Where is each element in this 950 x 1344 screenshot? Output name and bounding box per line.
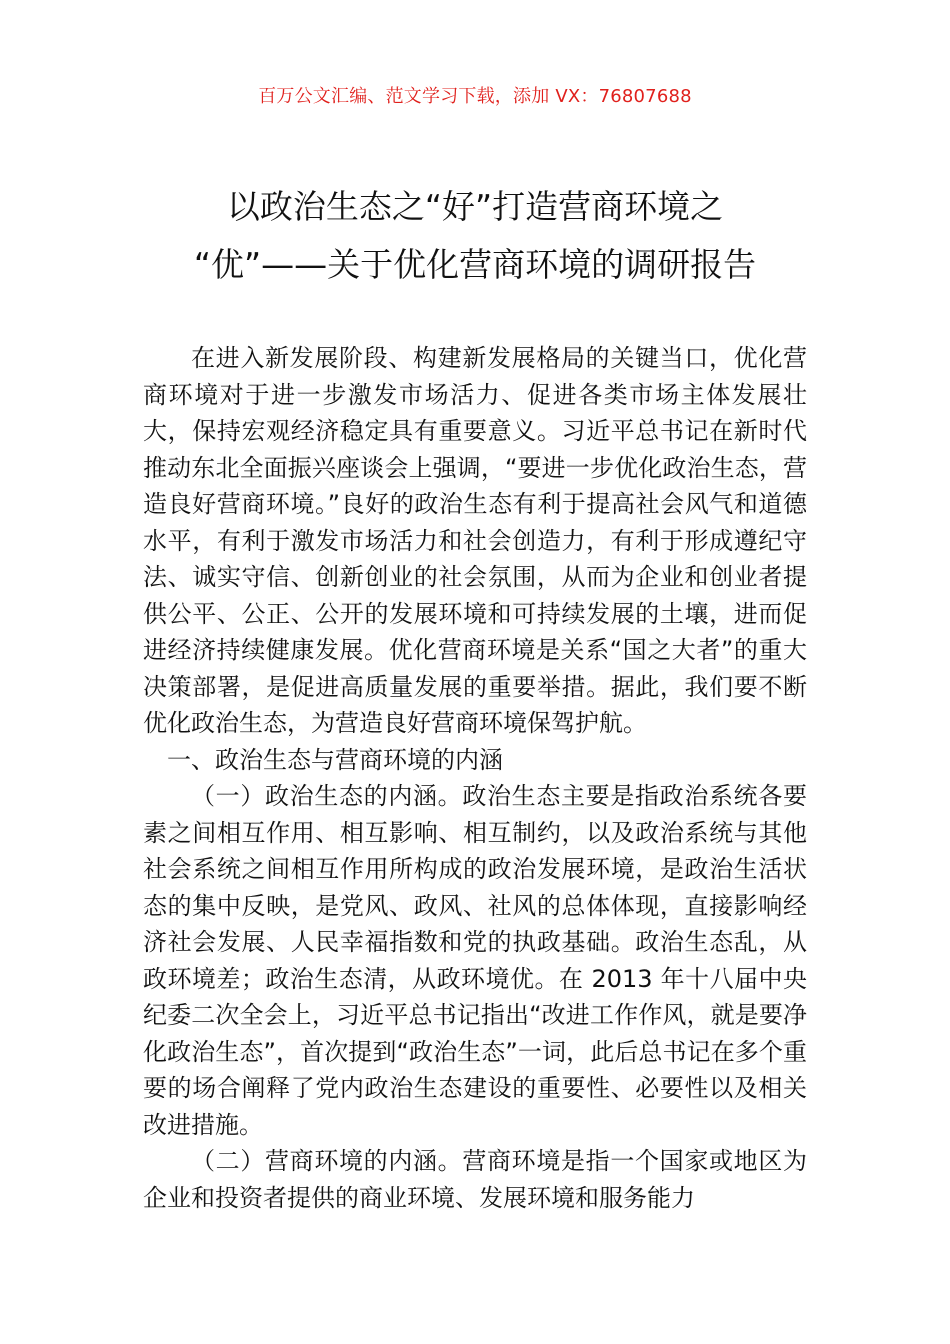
document-title: [150, 178, 800, 294]
title-line-1: 以政治生态之“好”打造营商环境之: [226, 187, 724, 226]
section-heading: 一、政治生态与营商环境的内涵: [167, 745, 503, 774]
header-note: 百万公文汇编、范文学习下载，添加 VX：76807688: [258, 86, 692, 107]
paragraph-political-ecology: （一）政治生态的内涵。政治生态主要是指政治系统各要素之间相互作用、相互影响、相互制约，以及政治系统与其他社会系统之间相互作用所构成的政治发展环境，是政治生活状态的集中反映，是党风、政风、社风的总体体现，直接影响经济社会发展、人民幸福指数和党的执政基础。政治生态乱，从政环境差；政治生态清，从政环境优。在 2013 年十八届中央纪委二次全会上，习近平总书记指出“改进工作作风，就是要净化政治生态”，首次提到“政治生态”一词，此后总书记在多个重要的场合阐释了党内政治生态建设的重要性、必要性以及相关改进措施。: [143, 782, 807, 1139]
paragraph-intro: 在进入新发展阶段、构建新发展格局的关键当口，优化营商环境对于进一步激发市场活力、促进各类市场主体发展壮大，保持宏观经济稳定具有重要意义。习近平总书记在新时代推动东北全面振兴座谈会上强调，“要进一步优化政治生态，营造良好营商环境。”良好的政治生态有利于提高社会风气和道德水平，有利于激发市场活力和社会创造力，有利于形成遵纪守法、诚实守信、创新创业的社会氛围，从而为企业和创业者提供公平、公正、公开的发展环境和可持续发展的土壤，进而促进经济持续健康发展。优化营商环境是关系“国之大者”的重大决策部署，是促进高质量发展的重要举措。据此，我们要不断优化政治生态，为营造良好营商环境保驾护航。: [143, 344, 807, 737]
document-body: [143, 340, 807, 1216]
paragraph-business-environment: （二）营商环境的内涵。营商环境是指一个国家或地区为企业和投资者提供的商业环境、发展环境和服务能力: [143, 1147, 807, 1212]
title-line-2: “优”——关于优化营商环境的调研报告: [193, 245, 757, 284]
